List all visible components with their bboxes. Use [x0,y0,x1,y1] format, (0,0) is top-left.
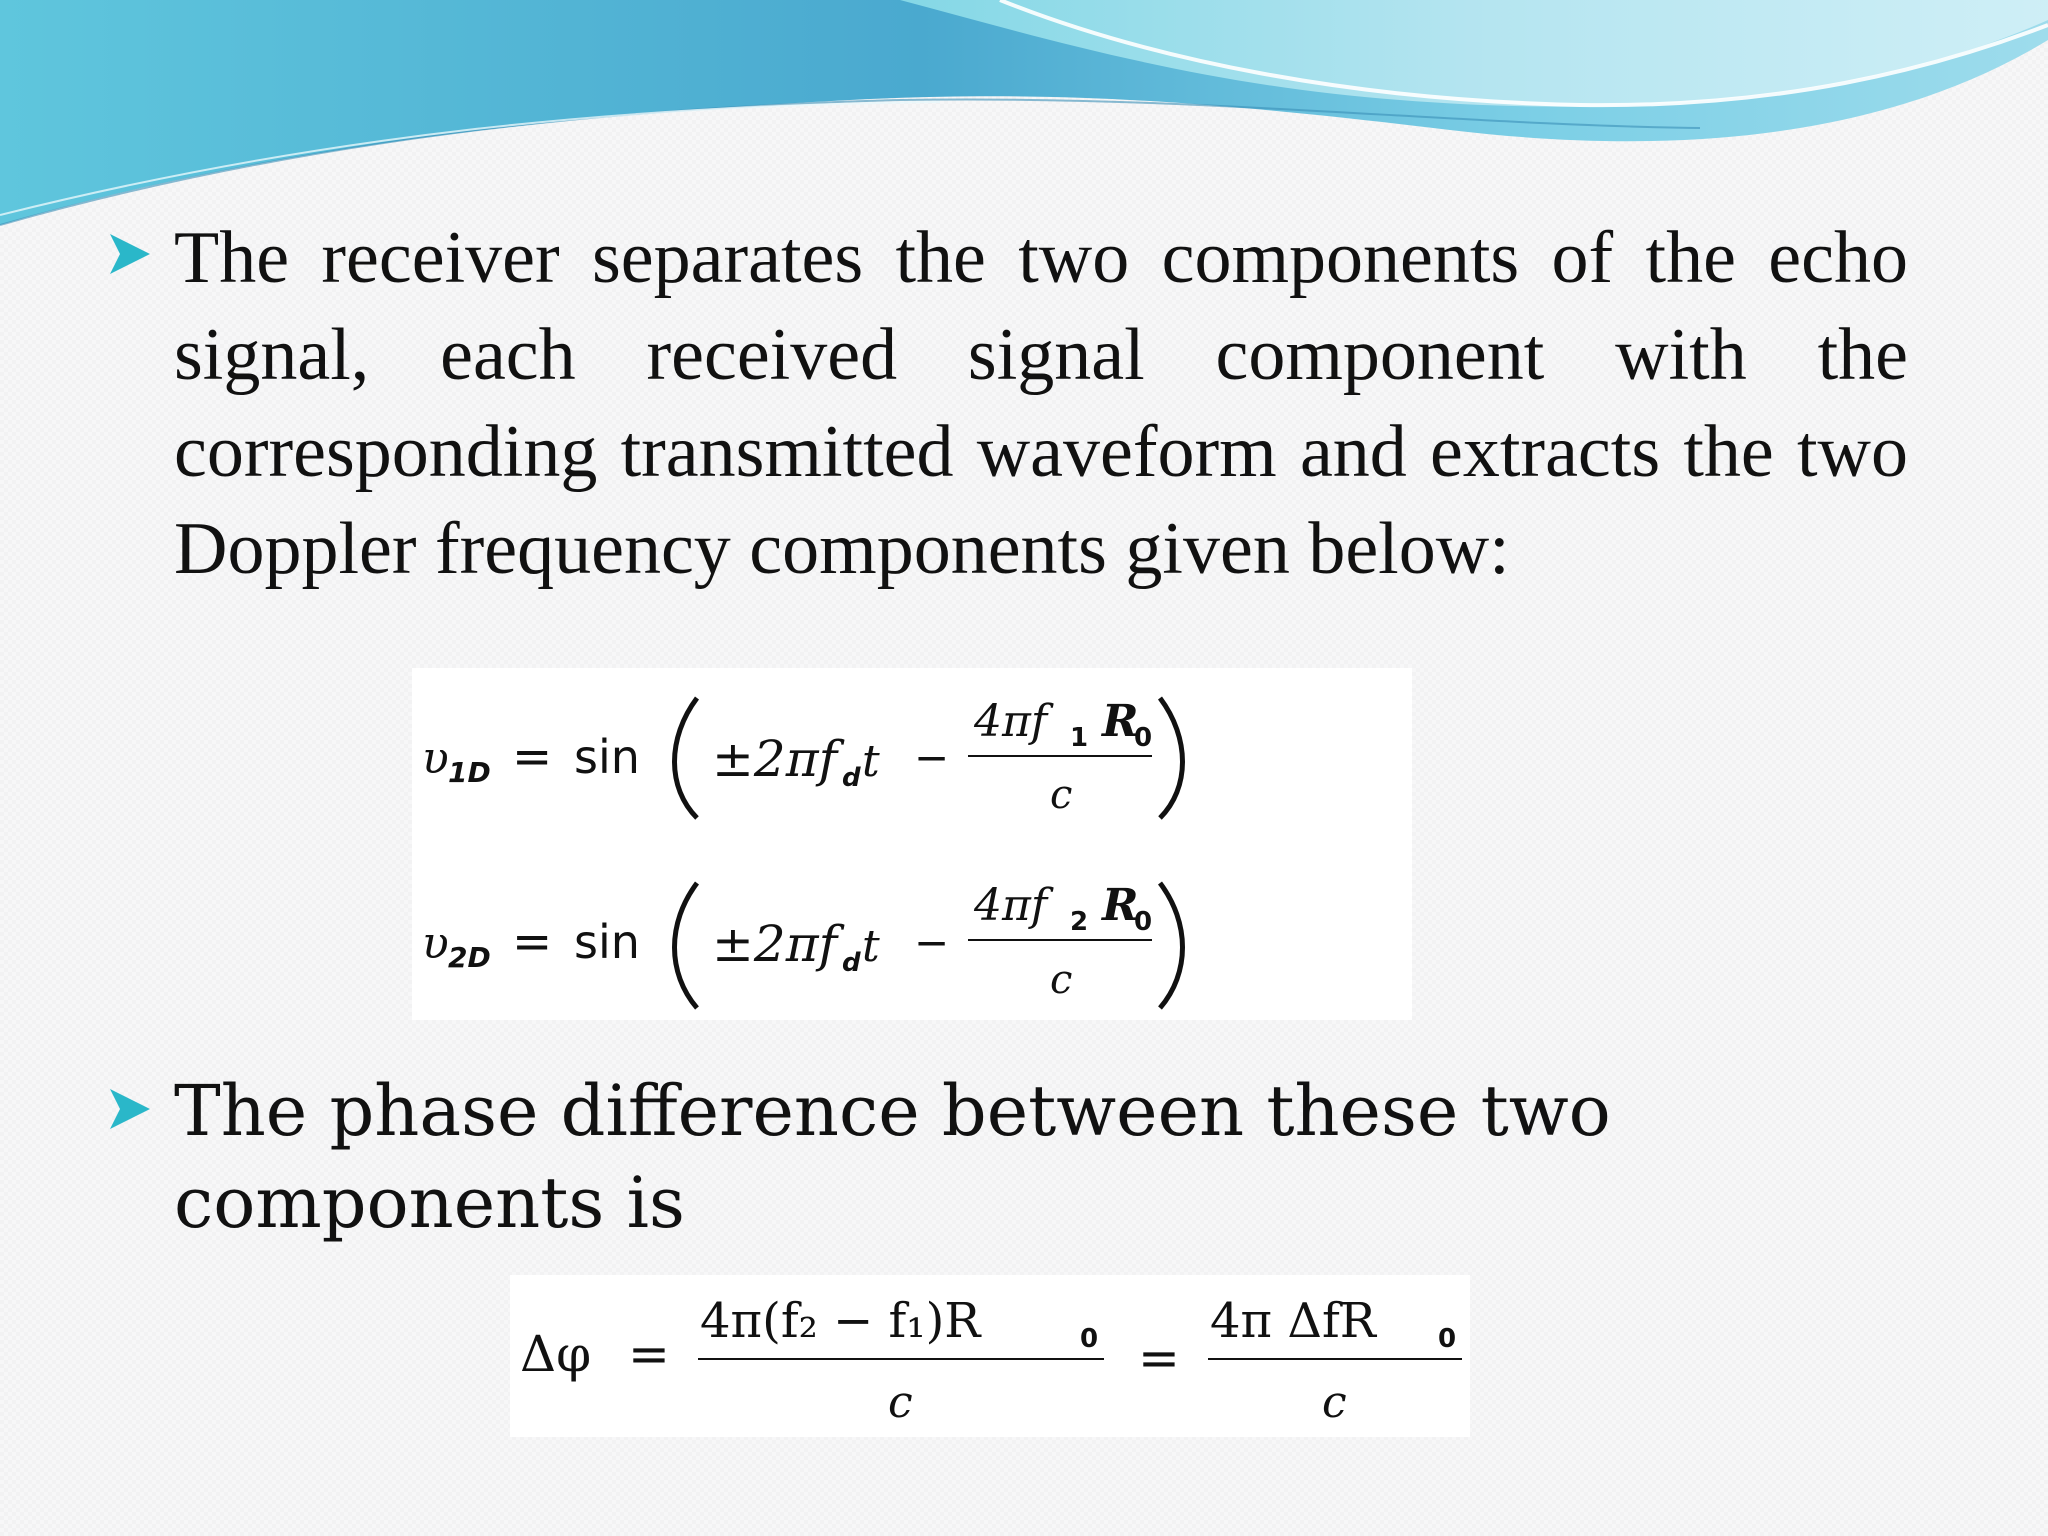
v1-num-R: R [1102,696,1139,747]
v2-lhs: υ [422,918,449,969]
v1-t: t [862,736,880,787]
bullet-receiver-separation [108,210,1908,598]
v2-right-paren [1160,883,1183,1008]
v2-equals: = [512,914,553,970]
phase-den2: c [1322,1377,1347,1428]
v2-sin: sin [574,915,640,969]
bullet-phase-difference [108,1065,1808,1249]
v2-num-R-sub: 0 [1134,907,1153,937]
phase-num1: 4π(f₂ − f₁)R [700,1293,981,1349]
equation-v1d [422,696,1183,818]
bullet-text: The phase difference between these two components is [174,1070,1611,1244]
v2-num-R: R [1102,880,1139,931]
arrow-bullet-icon [108,1087,152,1131]
v2-num-sub: 2 [1070,907,1089,937]
phase-equals-2: = [1138,1329,1180,1387]
phase-den1: c [888,1377,913,1428]
v1-minus: − [914,733,950,782]
v1-num: 4πf [974,696,1048,747]
phase-num2: 4π ΔfR [1210,1293,1376,1349]
phase-difference-equation-image [510,1275,1470,1437]
arrow-bullet-icon [108,232,152,276]
v2-pm-term: ±2πf [712,915,838,973]
v1-left-paren [675,698,698,818]
v2-den: c [1050,957,1073,1003]
v2-lhs-sub: 2D [448,941,491,974]
phase-num2-sub: 0 [1438,1324,1457,1354]
v1-lhs: υ [422,733,449,784]
phase-lhs: Δφ [520,1325,592,1383]
v2-t: t [862,921,880,972]
bullet-text: The receiver separates the two components of the echo signal, each received signal component with the corresponding transmitted waveform and extracts the two Doppler frequency components given below: [174,217,1908,590]
v1-pm-term: ±2πf [712,730,838,788]
phase-equals-1: = [628,1325,670,1383]
v1-lhs-sub: 1D [448,756,491,789]
v2-num: 4πf [974,880,1048,931]
v2-minus: − [914,918,950,967]
v1-right-paren [1160,698,1183,818]
v1-equals: = [512,729,553,785]
phase-num1-sub: 0 [1080,1324,1099,1354]
equation-v2d [422,880,1183,1008]
v1-pm-sub: d [842,763,861,793]
v1-num-sub: 1 [1070,723,1089,753]
v2-left-paren [675,883,698,1008]
v1-num-R-sub: 0 [1134,723,1153,753]
header-wave-decoration [0,0,2048,240]
doppler-equations-image [412,668,1412,1020]
v1-den: c [1050,772,1073,818]
v1-sin: sin [574,730,640,784]
v2-pm-sub: d [842,948,861,978]
